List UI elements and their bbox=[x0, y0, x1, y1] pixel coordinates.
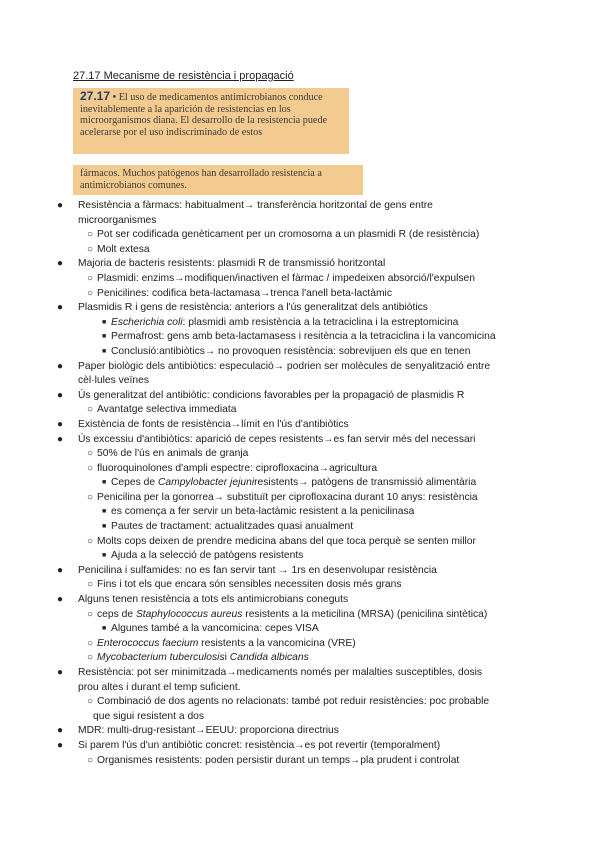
note-text bbox=[111, 476, 476, 491]
circle-bullet-icon: ○ bbox=[87, 535, 94, 547]
circle-bullet-icon: ○ bbox=[87, 287, 94, 299]
note-line bbox=[0, 345, 600, 360]
bullet-icon: ● bbox=[57, 258, 64, 270]
note-text-part: prou altes i durant el temp suficient. bbox=[78, 681, 241, 693]
note-line bbox=[0, 637, 600, 652]
note-text-part: Pautes de tractament: actualitzades quasi anualment bbox=[111, 521, 354, 533]
square-bullet-icon: ■ bbox=[102, 479, 107, 487]
note-text bbox=[78, 214, 156, 229]
bullet-icon: ● bbox=[57, 725, 64, 737]
note-text-part: microorganismes bbox=[78, 214, 157, 226]
note-text bbox=[111, 505, 414, 520]
circle-bullet-icon: ○ bbox=[87, 462, 94, 474]
note-text bbox=[78, 360, 490, 375]
note-text bbox=[97, 651, 309, 666]
note-line bbox=[0, 739, 600, 754]
note-text-part: Conclusió:antibiòtics→ no provoquen resistència: sobrevijuen els que en tenen bbox=[111, 345, 471, 357]
note-line bbox=[0, 301, 600, 316]
note-line bbox=[0, 491, 600, 506]
note-line bbox=[0, 316, 600, 331]
note-text-part: Ajuda a la selecció de patògens resistents bbox=[111, 550, 304, 562]
note-text-part: Plasmidis R i gens de resistència: anteriors a l'ús generalitzat dels antibiòtics bbox=[78, 302, 428, 314]
note-text-part: Fins i tot els que encara són sensibles necessiten dosis més grans bbox=[97, 579, 402, 591]
note-text-part: resistents→ patògens de transmissió alimentària bbox=[254, 477, 477, 489]
note-text-part: resistents a la meticilina (MRSA) (penicilina sintètica) bbox=[242, 608, 488, 620]
species-name: Enterococcus faecium bbox=[97, 637, 199, 649]
note-text-part: Cepes de bbox=[111, 477, 158, 489]
bullet-icon: ● bbox=[57, 302, 64, 314]
note-text-part: Plasmidi: enzims→modifiquen/inactiven el fàrmac / impedeixen absorció/l'expulsen bbox=[97, 272, 475, 284]
square-bullet-icon: ■ bbox=[102, 508, 107, 516]
bullet-icon: ● bbox=[57, 360, 64, 372]
species-name: Staphylococcus aureus bbox=[135, 608, 243, 620]
species-name: Escherichia coli bbox=[111, 316, 183, 328]
note-line bbox=[0, 710, 600, 725]
note-text bbox=[78, 681, 241, 696]
note-text bbox=[97, 535, 476, 550]
note-text-part: Existència de fonts de resistència→límit en l'ús d'antibiòtics bbox=[78, 418, 349, 430]
note-line bbox=[0, 593, 600, 608]
note-text bbox=[78, 593, 348, 608]
note-text bbox=[97, 272, 475, 287]
note-text bbox=[111, 316, 458, 331]
square-bullet-icon: ■ bbox=[102, 318, 107, 326]
note-text-part: que sigui resistent a dos bbox=[93, 710, 205, 722]
note-text bbox=[111, 345, 470, 360]
note-text-part: i bbox=[224, 652, 230, 664]
note-text bbox=[97, 608, 487, 623]
textbook-excerpt-part-1 bbox=[73, 88, 349, 154]
note-text bbox=[78, 301, 428, 316]
section-title: 27.17 Mecanisme de resistència i propagació bbox=[73, 70, 294, 82]
note-line bbox=[0, 754, 600, 769]
note-text-part: Penicilina i sulfamides: no es fan servir tant → 1rs en desenvolupar resistència bbox=[78, 564, 437, 576]
note-text-part: Si parem l'ús d'un antibiòtic concret: resistència→es pot revertir (temporalment) bbox=[78, 739, 441, 751]
note-text bbox=[93, 710, 204, 725]
species-name: Campylobacter jejuni bbox=[157, 477, 255, 489]
note-line bbox=[0, 257, 600, 272]
circle-bullet-icon: ○ bbox=[87, 229, 94, 241]
note-line bbox=[0, 520, 600, 535]
note-text bbox=[97, 403, 236, 418]
bullet-icon: ● bbox=[57, 564, 64, 576]
note-text bbox=[78, 257, 385, 272]
note-text-part: Resistència: pot ser minimitzada→medicaments només per malalties susceptibles, dosis bbox=[78, 667, 483, 678]
note-text bbox=[111, 622, 319, 637]
note-text-part: Combinació de dos agents no relacionats: també pot reduir resistències: poc probable bbox=[97, 696, 490, 708]
note-line bbox=[0, 403, 600, 418]
note-line bbox=[0, 476, 600, 491]
note-text bbox=[97, 447, 248, 462]
square-bullet-icon: ■ bbox=[102, 625, 107, 633]
note-text bbox=[78, 389, 464, 404]
note-text bbox=[97, 637, 356, 652]
note-text-part: Organismes resistents: poden persistir durant un temps→pla prudent i controlat bbox=[97, 754, 460, 766]
bullet-icon: ● bbox=[57, 200, 64, 211]
excerpt-text-1: El uso de medicamentos antimicrobianos conduce inevitablemente a la aparición de resistencias en los microorganismos diana. El desarrollo de la resistencia puede acelerarse por el uso indiscriminado de estos bbox=[80, 92, 328, 138]
note-text-part: Avantatge selectiva immediata bbox=[97, 404, 237, 416]
note-text-part: Molt extesa bbox=[97, 243, 150, 255]
note-text-part: resistents a la vancomicina (VRE) bbox=[198, 637, 356, 649]
note-text-part: Ús generalitzat del antibiòtic: condicions favorables per la propagació de plasmidis R bbox=[78, 389, 465, 401]
bullet-icon: ● bbox=[57, 433, 64, 445]
note-text bbox=[97, 491, 478, 506]
circle-bullet-icon: ○ bbox=[87, 696, 94, 708]
note-line bbox=[0, 243, 600, 258]
note-line bbox=[0, 214, 600, 229]
note-text bbox=[111, 520, 353, 535]
note-text bbox=[97, 754, 459, 769]
note-line bbox=[0, 330, 600, 345]
excerpt-bullet: • bbox=[112, 92, 117, 103]
note-line bbox=[0, 360, 600, 375]
note-text-part: Ús excessiu d'antibiòtics: aparició de cepes resistents→es fan servir més del necessari bbox=[78, 433, 476, 445]
note-text-part: fluoroquinolones d'ampli espectre: ciprofloxacina→agricultura bbox=[97, 462, 378, 474]
note-text-part: es comença a fer servir un beta-lactàmic resistent a la penicilinasa bbox=[111, 506, 415, 518]
note-line bbox=[0, 608, 600, 623]
note-text-part: Resistència a fàrmacs: habitualment→ transferència horitzontal de gens entre bbox=[78, 200, 433, 211]
note-text-part: 50% de l'ús en animals de granja bbox=[97, 448, 249, 460]
square-bullet-icon: ■ bbox=[102, 552, 107, 560]
circle-bullet-icon: ○ bbox=[87, 652, 94, 664]
note-line bbox=[0, 724, 600, 739]
circle-bullet-icon: ○ bbox=[87, 491, 94, 503]
note-line bbox=[0, 622, 600, 637]
note-text bbox=[111, 330, 496, 345]
square-bullet-icon: ■ bbox=[102, 347, 107, 355]
note-line bbox=[0, 505, 600, 520]
note-line bbox=[0, 418, 600, 433]
note-line bbox=[0, 374, 600, 389]
note-line bbox=[0, 389, 600, 404]
textbook-excerpt-part-2 bbox=[73, 165, 363, 195]
note-text-part: MDR: multi-drug-resistant→EEUU: proporciona directrius bbox=[78, 725, 339, 737]
species-name: Candida albicans bbox=[229, 652, 309, 664]
note-line bbox=[0, 433, 600, 448]
note-text bbox=[111, 549, 303, 564]
note-text bbox=[97, 287, 392, 302]
note-text bbox=[97, 578, 402, 593]
note-text-part: cèl·lules veïnes bbox=[78, 375, 149, 387]
note-text bbox=[97, 243, 150, 258]
square-bullet-icon: ■ bbox=[102, 523, 107, 531]
circle-bullet-icon: ○ bbox=[87, 754, 94, 766]
species-name: Mycobacterium tuberculosis bbox=[97, 652, 225, 664]
circle-bullet-icon: ○ bbox=[87, 404, 94, 416]
note-line bbox=[0, 549, 600, 564]
circle-bullet-icon: ○ bbox=[87, 448, 94, 460]
note-text bbox=[78, 564, 437, 579]
bullet-icon: ● bbox=[57, 739, 64, 751]
note-line bbox=[0, 681, 600, 696]
note-text-part: Paper biològic dels antibiòtics: especulació→ podrien ser molècules de senyalització entre bbox=[78, 360, 491, 372]
note-text bbox=[97, 462, 377, 477]
note-line bbox=[0, 695, 600, 710]
note-line bbox=[0, 447, 600, 462]
note-text bbox=[78, 374, 149, 389]
excerpt-number: 27.17 bbox=[80, 89, 111, 103]
circle-bullet-icon: ○ bbox=[87, 272, 94, 284]
circle-bullet-icon: ○ bbox=[87, 243, 94, 255]
note-text-part: Pot ser codificada genèticament per un cromosoma a un plasmidi R (de resistència) bbox=[97, 229, 480, 241]
note-text bbox=[78, 433, 475, 448]
note-line bbox=[0, 462, 600, 477]
note-text bbox=[78, 739, 440, 754]
note-text-part: Penicilines: codifica beta-lactamasa→trenca l'anell beta-lactàmic bbox=[97, 287, 392, 299]
circle-bullet-icon: ○ bbox=[87, 608, 94, 620]
note-text bbox=[78, 666, 482, 681]
note-text bbox=[78, 724, 339, 739]
circle-bullet-icon: ○ bbox=[87, 579, 94, 591]
note-line bbox=[0, 535, 600, 550]
bullet-icon: ● bbox=[57, 667, 64, 678]
bullet-icon: ● bbox=[57, 418, 64, 430]
note-line bbox=[0, 287, 600, 302]
note-text bbox=[97, 228, 479, 243]
note-line bbox=[0, 199, 600, 214]
note-text-part: Penicilina per la gonorrea→ substituït per ciprofloxacina durant 10 anys: resistència bbox=[97, 491, 478, 503]
note-line bbox=[0, 651, 600, 666]
note-text-part: Majoria de bacteris resistents: plasmidi R de transmissió horitzontal bbox=[78, 258, 386, 270]
note-text-part: Molts cops deixen de prendre medicina abans del que toca perquè se senten millor bbox=[97, 535, 476, 547]
note-text-part: Permafrost: gens amb beta-lactamasess i resitència a la tetraciclina i la vancomicina bbox=[111, 331, 496, 343]
excerpt-text-2: fármacos. Muchos patógenos han desarrollado resistencia a antimicrobianos comunes. bbox=[80, 168, 322, 191]
note-line bbox=[0, 578, 600, 593]
note-text bbox=[97, 695, 489, 710]
square-bullet-icon: ■ bbox=[102, 333, 107, 341]
note-text-part: : plasmidi amb resistència a la tetraciclina i la estreptomicina bbox=[182, 316, 459, 328]
note-line bbox=[0, 564, 600, 579]
bullet-icon: ● bbox=[57, 594, 64, 606]
notes-list bbox=[0, 199, 600, 768]
note-line bbox=[0, 272, 600, 287]
bullet-icon: ● bbox=[57, 389, 64, 401]
note-text-part: Algunes també a la vancomicina: cepes VISA bbox=[111, 623, 319, 635]
circle-bullet-icon: ○ bbox=[87, 637, 94, 649]
note-line bbox=[0, 666, 600, 681]
note-line bbox=[0, 228, 600, 243]
note-text-part: Alguns tenen resistència a tots els antimicrobians coneguts bbox=[78, 594, 349, 606]
note-text bbox=[78, 418, 349, 433]
note-text-part: ceps de bbox=[97, 608, 136, 620]
note-text bbox=[78, 199, 433, 214]
